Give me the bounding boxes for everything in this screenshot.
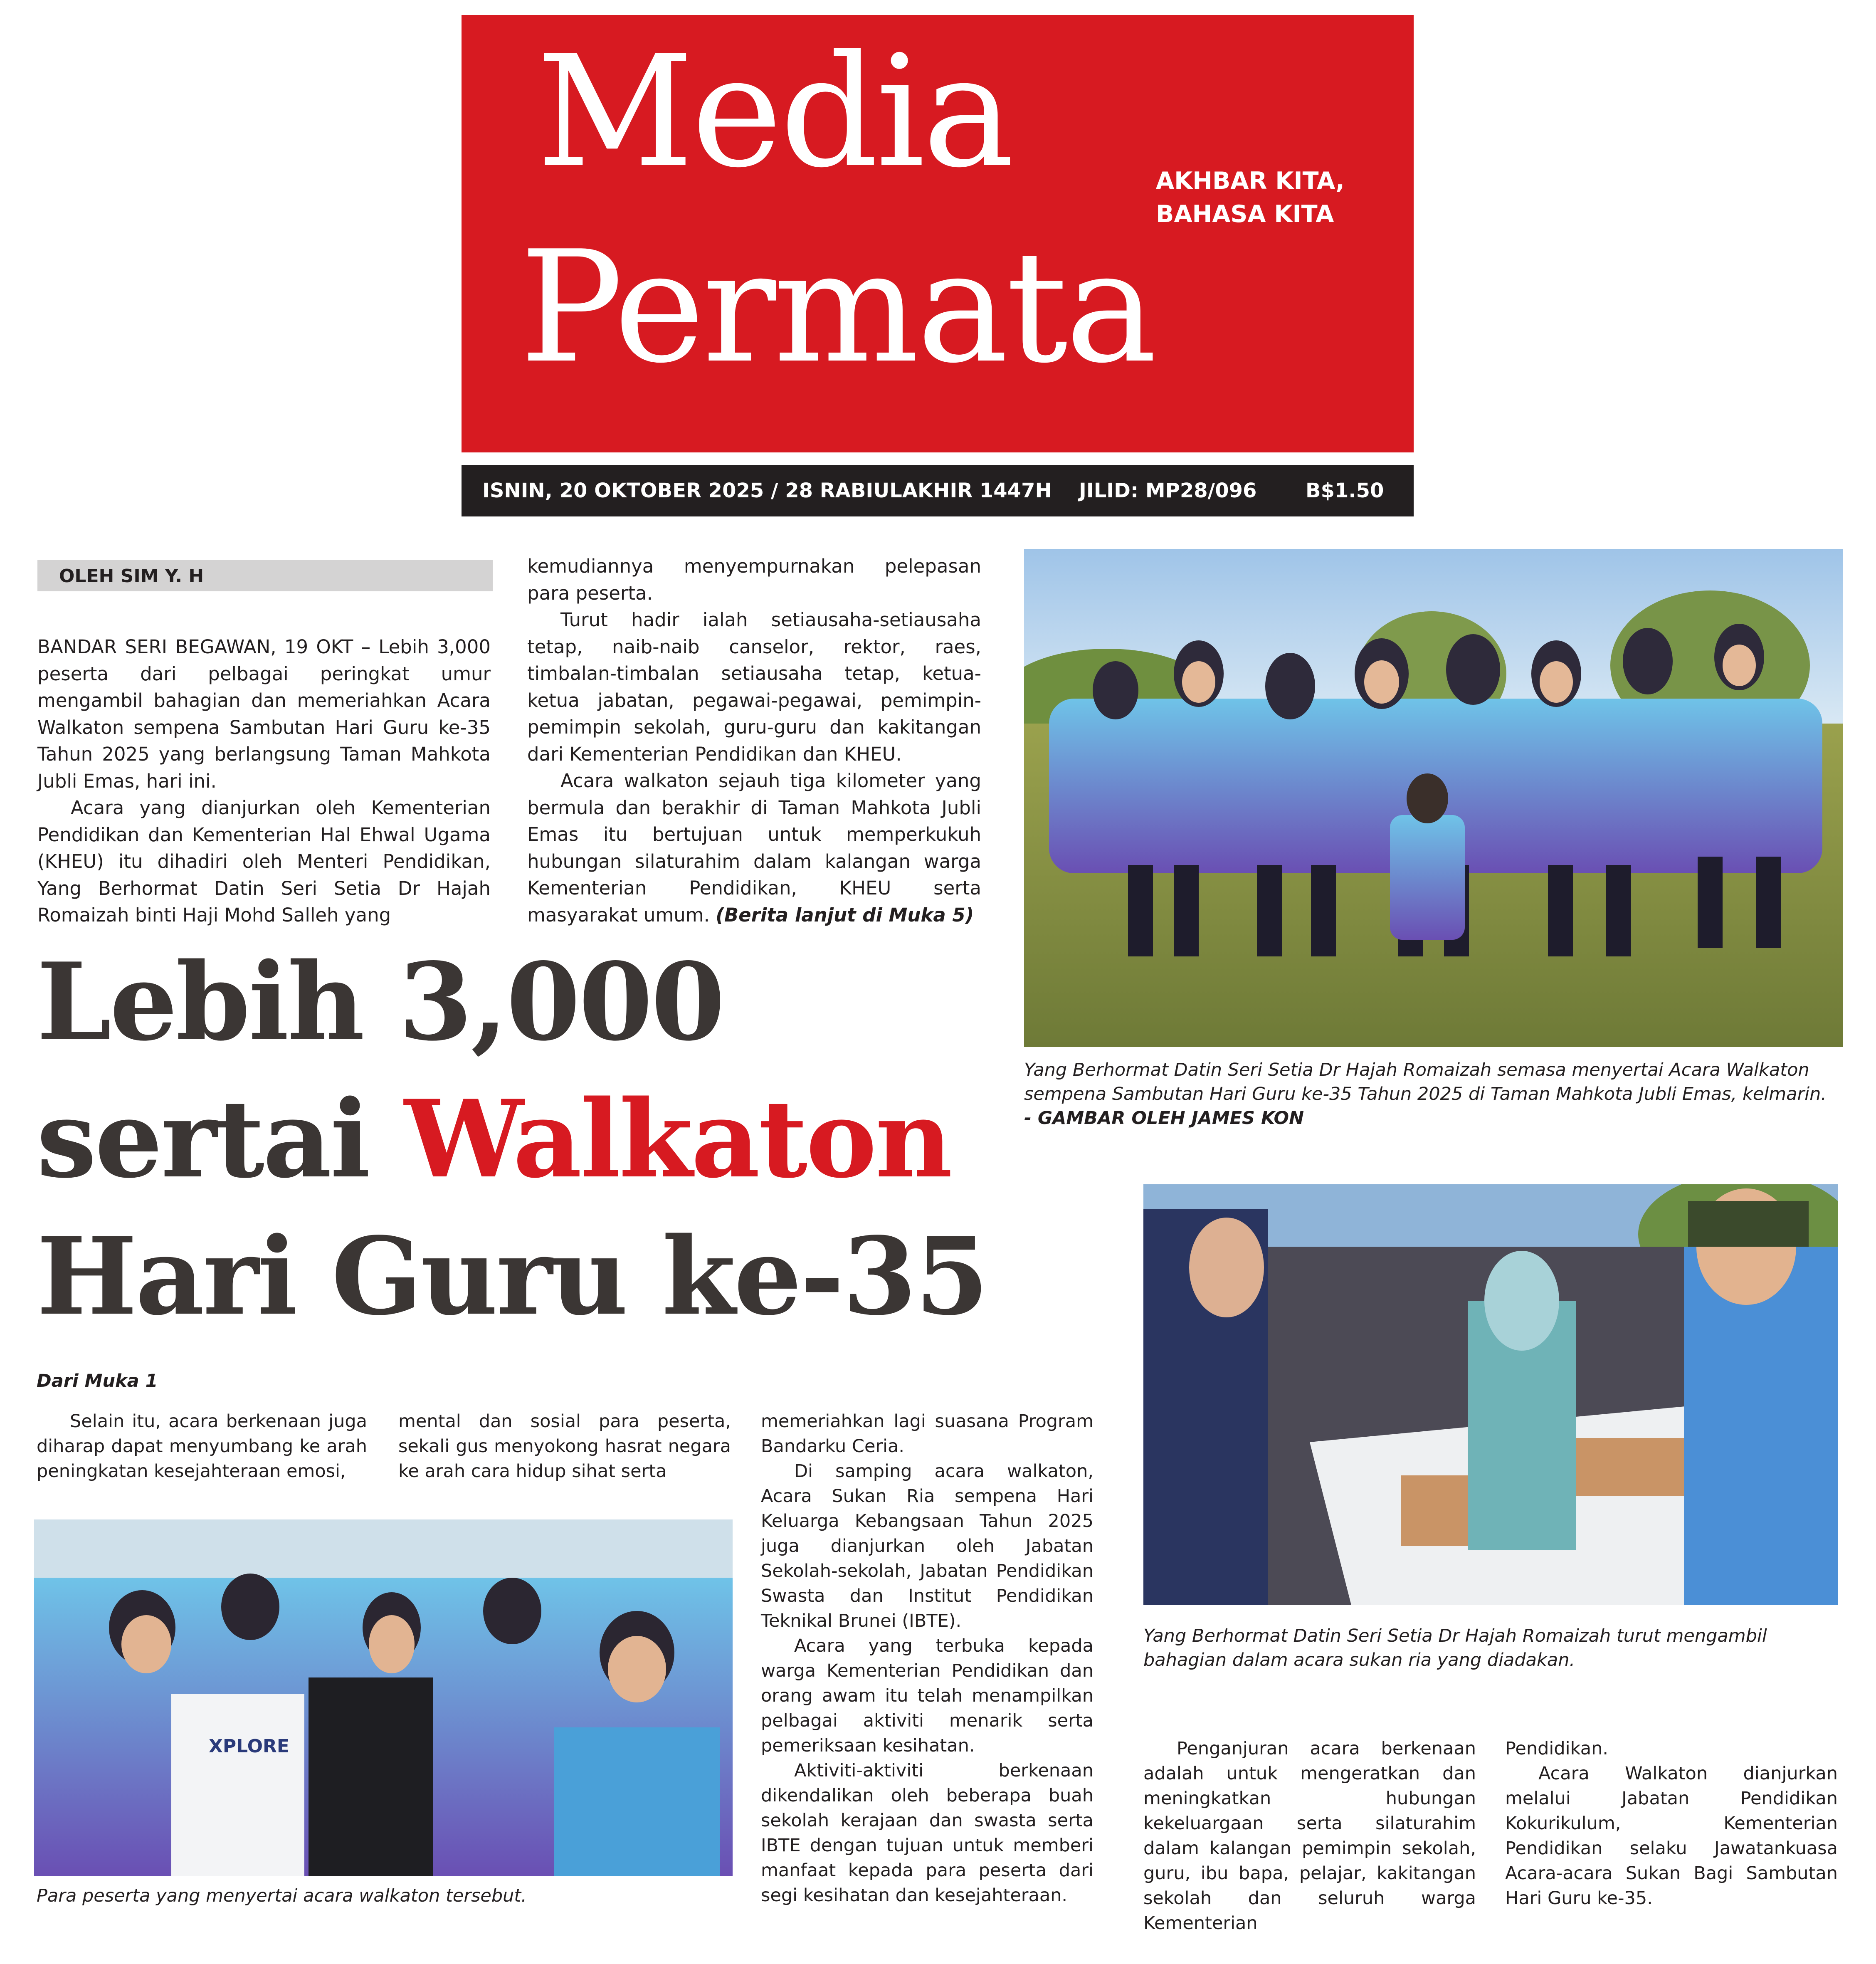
- body-paragraph: Aktiviti-aktiviti berkenaan dikendalikan oleh beberapa buah sekolah kerajaan dan swasta serta IBTE dengan tujuan untuk memberi manfaat kepada para peserta dari segi kesihatan dan kesejahteraan.: [761, 1760, 1094, 1906]
- continued-link[interactable]: (Berita lanjut di Muka 5): [716, 904, 974, 926]
- lead-paragraph: Acara yang dianjurkan oleh Kementerian Pendidikan dan Kementerian Hal Ehwal Ugama (KHEU) itu dihadiri oleh Menteri Pendidikan, Yang Berhormat Datin Seri Setia Dr Hajah Romaizah binti Haji Mohd Salleh yang: [37, 797, 491, 926]
- photo3-caption: Para peserta yang menyertai acara walkaton tersebut.: [37, 1885, 527, 1906]
- continued-from-label: Dari Muka 1: [37, 1371, 158, 1391]
- sukan-ria-photo: [1143, 1184, 1838, 1605]
- body-column-5: [1505, 1736, 1838, 1911]
- headline-line3: Hari Guru ke-35: [37, 1214, 987, 1339]
- body-paragraph: memeriahkan lagi suasana Program Bandarku Ceria.: [761, 1411, 1094, 1457]
- lead-column-2: [527, 553, 981, 929]
- body-column-3: [761, 1409, 1094, 1908]
- body-column-2: [398, 1409, 731, 1484]
- photo2-caption: Yang Berhormat Datin Seri Setia Dr Hajah Romaizah turut mengambil bahagian dalam acara sukan ria yang diadakan.: [1143, 1626, 1767, 1670]
- tagline-line2: BAHASA KITA: [1156, 200, 1334, 228]
- body-paragraph: Acara Walkaton dianjurkan melalui Jabatan Pendidikan Kokurikulum, Kementerian Pendidikan selaku Jawatankuasa Acara-acara Sukan Bagi Sambutan Hari Guru ke-35.: [1505, 1763, 1838, 1909]
- body-paragraph: Di samping acara walkaton, Acara Sukan Ria sempena Hari Keluarga Kebangsaan Tahun 2025 juga dianjurkan oleh Jabatan Sekolah-sekolah, Jabatan Pendidikan Swasta dan Institut Pendidikan Teknikal Brunei (IBTE).: [761, 1461, 1094, 1631]
- volume-number: JILID: MP28/096: [1079, 479, 1257, 502]
- photo-credit: - GAMBAR OLEH JAMES KON: [1024, 1108, 1304, 1129]
- photo-illustration: [1143, 1184, 1838, 1605]
- shirt-text: XPLORE: [209, 1736, 289, 1757]
- lead-paragraph: kemudiannya menyempurnakan pelepasan para peserta.: [527, 555, 981, 604]
- caption-text: Yang Berhormat Datin Seri Setia Dr Hajah Romaizah semasa menyertai Acara Walkaton sempena Sambutan Hari Guru ke-35 Tahun 2025 di Taman Mahkota Jubli Emas, kelmarin.: [1024, 1060, 1827, 1104]
- photo-illustration: [1024, 549, 1843, 1047]
- newspaper-title-line2[interactable]: Permata: [520, 218, 1155, 397]
- body-column-1: [37, 1409, 367, 1484]
- body-column-4: [1143, 1736, 1476, 1936]
- participants-photo: [34, 1519, 733, 1876]
- byline: [37, 560, 493, 591]
- walkaton-crowd-photo: [1024, 549, 1843, 1047]
- lead-paragraph: BANDAR SERI BEGAWAN, 19 OKT – Lebih 3,000 peserta dari pelbagai peringkat umur mengambil bahagian dan memeriahkan Acara Walkaton sempena Sambutan Hari Guru ke-35 Tahun 2025 yang berlangsung Taman Mahkota Jubli Emas, hari ini.: [37, 636, 491, 792]
- headline-highlight: Walkaton: [404, 1077, 951, 1202]
- lead-column-1: [37, 634, 491, 929]
- lead-paragraph: Turut hadir ialah setiausaha-setiausaha tetap, naib-naib canselor, rektor, raes, timbalan-timbalan setiausaha tetap, ketua-ketua jabatan, pegawai-pegawai, pemimpin-pemimpin sekolah, guru-guru dan kakitangan dari Kementerian Pendidikan dan KHEU.: [527, 609, 981, 765]
- body-paragraph: Penganjuran acara berkenaan adalah untuk mengeratkan dan meningkatkan hubungan kekeluargaan serta silaturahim dalam kalangan pemimpin sekolah, guru, ibu bapa, pelajar, kakitangan sekolah dan seluruh warga Kementerian: [1143, 1738, 1476, 1934]
- headline-line1: Lebih 3,000: [37, 940, 723, 1065]
- body-paragraph: mental dan sosial para peserta, sekali gus menyokong hasrat negara ke arah cara hidup sihat serta: [398, 1411, 731, 1482]
- price: B$1.50: [1306, 479, 1384, 502]
- headline-text: sertai: [37, 1077, 405, 1202]
- lead-paragraph-text: Acara walkaton sejauh tiga kilometer yang bermula dan berakhir di Taman Mahkota Jubli Emas itu bertujuan untuk memperkukuh hubungan silaturahim dalam kalangan warga Kementerian Pendidikan, KHEU serta masyarakat umum.: [527, 770, 981, 926]
- body-paragraph: Pendidikan.: [1505, 1738, 1609, 1759]
- issue-date: ISNIN, 20 OKTOBER 2025 / 28 RABIULAKHIR 1447H: [482, 479, 1052, 502]
- photo1-caption: [1024, 1058, 1856, 1130]
- tagline: [1156, 164, 1345, 231]
- newspaper-title-line1[interactable]: Media: [536, 23, 1012, 202]
- headline-line2: [37, 1077, 951, 1202]
- tagline-line1: AKHBAR KITA,: [1156, 167, 1345, 195]
- lead-paragraph: [527, 768, 981, 929]
- body-paragraph: Selain itu, acara berkenaan juga diharap dapat menyumbang ke arah peningkatan kesejahteraan emosi,: [37, 1411, 367, 1482]
- dateline-bar: [462, 465, 1414, 516]
- photo-illustration: [34, 1519, 733, 1876]
- byline-text: OLEH SIM Y. H: [59, 566, 204, 587]
- body-paragraph: Acara yang terbuka kepada warga Kementerian Pendidikan dan orang awam itu telah menampilkan pelbagai aktiviti menarik serta pemeriksaan kesihatan.: [761, 1635, 1094, 1756]
